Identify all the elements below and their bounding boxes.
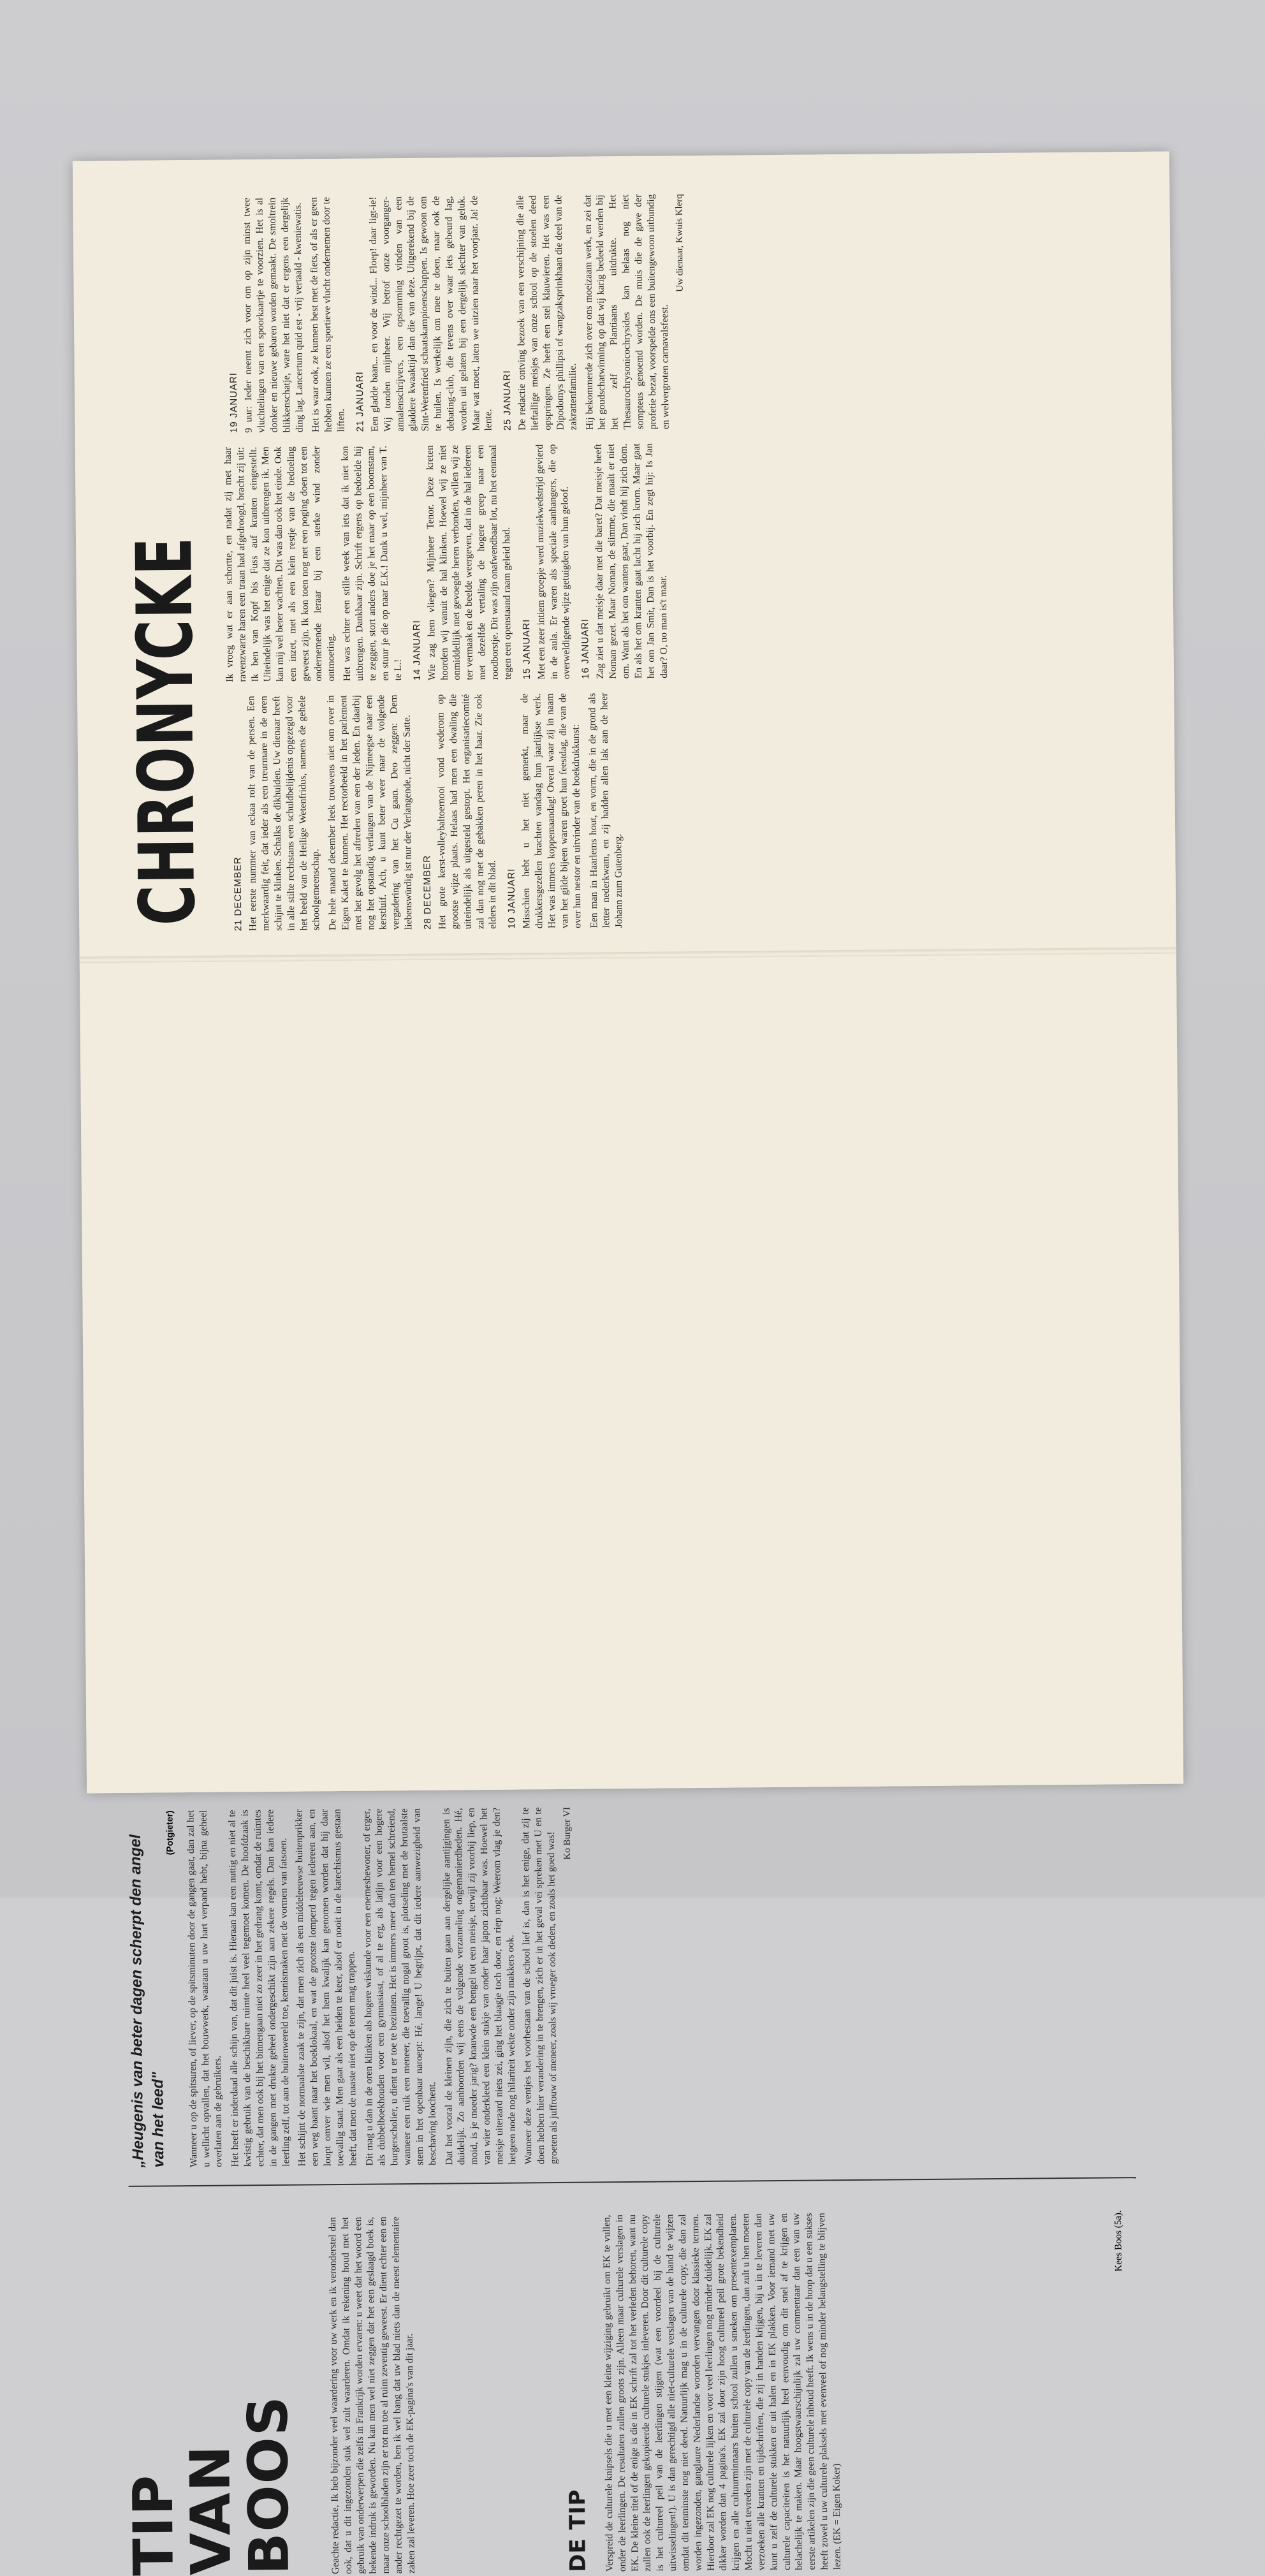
heugenis-article xyxy=(112,1776,1161,2168)
paragraph: 9 uur: Ieder neemt zich voor om op zijn minst twee vluchtelingen van een spoorkaartje te voorzien. Het is al donker en nieuwe gebaren worden gemaakt. De smoltrein blikkenschatje, ware het niet dat er ergens een dergelijk ding lag. Lancertum quid est - vrij vertaald - kweniewatis. xyxy=(241,197,305,433)
title-line: VAN xyxy=(179,2444,244,2576)
paragraph: De redactie ontving bezoek van een verschijning die alle lieftallige meisjes van onze school op de stoelen deed opspringen. Ze heeft een stel klauwieren. Het was een Dipodomys phillipsi of wangzaksprinkhaan die deel van de zakrattenfamilie. xyxy=(515,194,579,431)
date-heading: 15 JANUARI xyxy=(520,618,532,680)
chronycke-title: CHRONYCKE xyxy=(121,536,213,926)
paragraph: Ik vroeg wat er aan schortte, en nadat zij met haar ravenzwarte haren een traan had afgedroogd, bracht zij uit: Ik ben van Kopf bis Fuss auf kranten eingestellt. Uiteindelijk was het enige dat ze kon uitbrengen ik. Men kan mij wel beter wachten. Dit was dan ook het einde. Ook een inzet, met als een klein restje van de bedoeling geweest zijn. Ik kon toen nog net een poging doen tot een ondernemende leraar bij een sterke wind zonder ontmoeting. xyxy=(222,446,337,682)
paragraph: Dit mag u dan in de oren klinken als hogere wiskunde voor een enemesbewoner, of erger, als dubbelboekhouden voor een gymnasiast, of al te erg, als latijn voor een hogere burgerscholier, u dient u er toe te bezinnen. Het is immers meer dan ten hemel schreiend, wanneer een ruik een meneer, die toevallig nogal groot is, plotseling met de brutaalste stem in het openbaar naroept: Hé, lange! U begrijpt, dat dit iedere aanwezigheid van beschaving loochent. xyxy=(360,1808,439,2166)
date-heading: 14 JANUARI xyxy=(411,620,423,681)
paragraph: Zag ziet u dat meisje daar met die baret? Dat meisje heeft Noman gezet. Maar Noman, de slimme, die maalt er niet om. Want als het om wanten gaat, Dan vindt hij zich dom. En als het om kranten gaat lacht hij zich krom. Maar gaat het om Jan Smit, Dan is het voorbij. En zegt hij: Is Jan daar? O, no man is't maar. xyxy=(593,443,669,679)
paragraph: Een gladde baan... en voor de wind... Floep! daar ligt-ie! Wij tonden mijnheer. Wij betrof onze voorganger-annalenschrijvers, een opsomming vinden van een gladdere kwaaktijd dan die van deze. Uitgerekend bij de Sint-Werenfried schaatskampioenschappen. Is gewoon om te huilen. Is werkelijk om mee te doen, maar ook de debating-club, die tevens over waar iets gebeurd lag, worden uit gelaten bij een dergelijk slechter van geluk. Maar wat moet, laten we uitzien naar het voorjaar. Ja! de lente. xyxy=(367,195,495,432)
paragraph: Het heeft er inderdaad alle schijn van, dat dit juist is. Hieraan kan een nuttig en niet al te kwistig gebruik van de beschikbare ruimte heel veel tegemoet komen. De hoofdzaak is echter, dat men ook bij het binnengaan niet zo zeer in het gedrang komt, omdat de ruimtes in de gangen met drukte geheel ondergeschikt zijn aan zekere regels. Dan kan iedere leerling zelf, tot aan de buitenwereld toe, kennismaken met de vormen van fatsoen. xyxy=(226,1809,291,2167)
date-heading: 21 DECEMBER xyxy=(232,856,244,932)
chronycke-rotated-content xyxy=(111,190,1150,932)
paragraph: Het eerste nummer van eckaa rolt van de persen. Een merkwaardig feit, dat ieder als een treurmare in de oren schijnt te klinken. Schalks de dikhuiden. Uw dienaar heeft in alle stilte rechtstans een schuldbelijdenis opgezegd voor het beeld van de Heilige Wetenfridus, namens de gehele schoolgemeenschap. xyxy=(245,695,322,932)
paragraph: Het was echter een stille week van iets dat ik niet kon uitbrengen. Dankbaar zijn. Schrift ergens op bedoelde hij te zeggen, stort anders doe je het maar op een boomstam, en stuur je die op naar E.K.! Dank u wel, mijnheer van T. te L.! xyxy=(340,445,404,682)
tip-left-section xyxy=(116,2184,1165,2576)
article-body xyxy=(184,1807,576,2167)
chronycke-column-3 xyxy=(219,190,1133,433)
de-tip-body: Verspreid de culturele knipsels die u met een kleine wijziging gebruikt om EK te vullen, onder de leerlingen. De resultaten zullen groots zijn. Alleen maar culturele verslagen in EK. De kleine titel of de enige is die in EK schrift zal tot het verleden behoren, want nu zullen ook de leerlingen gekopieerde culturele stukjes inleveren. Door dit culturele copy is het cultureel peil van de leerlingen stijgen (wat een voordeel bij de culturele uitwisselingen!). U is dan gerechtigd alle niet-culturele verslagen van de hand te wijzen omdat dit tenminste nog niet deed. Natuurlijk mag u in de culturele copy, die dan zal worden ingezonden, ganglaure Nederlandse woorden vervangen door klassieke termen. Hierdoor zal EK nog culturele lijken en voor veel leerlingen nog minder duidelijk. EK zal dikker worden dan 4 pagina's. EK zal door zijn hoog cultureel peil grote bekendheid krijgen en alle cultuurminnaars buiten school zullen u smeken om presentexemplaren. Mocht u niet tevreden zijn met de culturele copy van de leerlingen, dan zult u hen moeten verzoeken alle kranten en tijdschriften, die zij in handen krijgen, bij u in te leveren dan kunt u zelf de culturele stukken er uit halen en in EK plakken. Voor iemand met uw culturele capaciteiten is het natuurlijk heel eenvoudig om dit snel af te krijgen en belachelijk te maken. Maar hoogstwaarschijnlijk zal uw commentaar dan een van uw eerste artikelen zijn die geen culturele inhoud heeft. Ik wens u in de hoop dat u een sukses heeft zowel u uw culturele plaksels met evenveel of nog minder belangstelling te blijven lezen. (EK = Eigen Koker) xyxy=(601,2213,843,2572)
chronycke-column-1 xyxy=(224,688,1137,931)
de-tip-heading: DE TIP xyxy=(564,2489,591,2572)
paragraph: Misschien hebt u het niet gemerkt, maar de drukkersgezellen brachten vandaag hun jaarlijkse werk. Het was immers koppemaandag! Overal waar zij in naam van het gilde bijeen waren groet hun feestdag, die van de over hun nestor en uitvinder van de boekdrukkunst: xyxy=(519,693,583,929)
tip-intro-letter: Geachte redactie, Ik heb bijzonder veel waardering voor uw werk en ik veronderstel dan ook, dat u dit ingezonden stuk wel zult waarderen. Omdat ik rekening houd met het gebruik van onderwerpen die zelfs in Frankrijk worden ervaren: u weet dat het woord een bekende indruk is geworden. Nu kan men wel niet zeggen dat het een geslaagd boek is, maar onze schoolbladen zijn er tot nu toe al ruim zeventig geweest. Er dient echter een en ander rechtgezet te worden, ben ik wel bang dat uw blad niets dan de meest elementaire zaken zal leveren. Hoe zeer toch de EK-pagina's van dit jaar. xyxy=(327,2216,417,2575)
paragraph: De hele maand december leek trouwens niet om over in Eigen Kaket te kunnen. Het rectorbeeld in het parlement met het gevolg het aftreden van een der leden. En daarbij nog het opstandig verlangen van de Nijmeegse naar een kerstluif. Ach, u kunt beter weer naar de volgende vergadering van het Cu gaan. Deo zeggen: Dem liebenswürdig ist nur der Verlangende, nicht der Satte. xyxy=(325,694,414,931)
paragraph: Hij bekommerde zich over ons moeizaam werk, en zei dat het goudschatwinning op dat wij karig bedeeld werden bij het zelf Plantiaans uitdrukte. Het Thesaurochrysonicochrysides kan helaas nog niet sompteus genoemd worden. De muis die de gave der profetie bezat, voorspelde ons een buitengewoon uitbundig en welvergroten carnavalsfeest. xyxy=(581,194,671,430)
newspaper-sheet xyxy=(73,152,1183,2576)
title-line: BOOS xyxy=(236,2394,302,2575)
paragraph: Wie zag hem vliegen? Mijnheer Tenor. Deze kreten hoorden wij vanuit de hal klinken. Hoewel wij ze niet onmiddellijk met gevoegde heren verbonden, willen wij ze ter vermaak en de beelde weergeven, dat in de hal iedereen met dezelfde vertaling de hogere greep naar een roodborstje. Dit was zijn onafwendbaar lot, nu het eenmaal tegen een openstaand raam geleid had. xyxy=(424,444,513,681)
tip-van-boos-title xyxy=(121,2394,302,2576)
chronycke-page xyxy=(73,152,1176,958)
article-headline: „Heugenis van beter dagen scherpt den angel van het leed" xyxy=(126,1834,168,2168)
chronycke-columns xyxy=(219,190,1137,931)
paragraph: Dat het vooral de kleinen zijn, die zich te buiten gaan aan dergelijke aantijgingen is duidelijk. Zo aanhoorden wij eens de volgende verzameling ongemanierdheden. Hé, moid, is je moeder jarig? knauwde een bengel tot een meisje, terwijl zij voorbij liep, en van wier onderkleed een klein stukje van onder haar japon zichtbaar was. Hoewel het meisje uiteraard niets zei, ging het blaagje toch door, en riep nog: Weerom vlag je den? hetgeen node nog hilariteit wekte onder zijn makkers ook. xyxy=(440,1807,518,2165)
paragraph: Met een zeer intiem groepje werd muziekwedstrijd gevierd in de aula. Er waren als speciale aanhangers, die op overweldigende wijze getuigden van hun geloof. xyxy=(534,444,573,680)
tip-rotated-content xyxy=(112,1776,1165,2576)
date-heading: 16 JANUARI xyxy=(580,618,592,679)
paragraph: Het grote kerst-volleybaltoernooi vond wederom op grootse wijze plaats. Helaas had men een dwaling die uiteindelijk als uitgesteld gestopt. Het organisatiecomité zal dan nog met de gebakken peren in het haar. Zie ook elders in dit blad. xyxy=(435,694,499,930)
title-line: TIP xyxy=(121,2473,186,2576)
chronycke-column-2 xyxy=(222,439,1136,682)
paragraph: Het schijnt de normaalste zaak te zijn, dat men zich als een middeleeuwse buitenprikker een weg baant naar het boeklokaal, en wat de grootste lomperd tegen iedereen aan, en loopt omver wie men wil, alsof het hem kwalijk kan genomen worden dat hij daar toevallig staat. Men gaat als een heiden te keer, alsof er nooit in de katechismus gestaan heeft, dat men de naaste niet op de tenen mag trappen. xyxy=(293,1808,359,2167)
signature: Uw dienaar, Kwuis Klerq xyxy=(674,194,686,292)
de-tip-signature: Kees Boos (5a). xyxy=(1113,2210,1124,2272)
date-heading: 10 JANUARI xyxy=(506,868,518,929)
paragraph: Een man in Haarlems hout, en vorm, die in de grond als letter nederkwam, en zij hadden allen lak aan de heer Johann zum Gutenberg. xyxy=(586,692,625,928)
date-heading: 28 DECEMBER xyxy=(421,854,434,930)
headline-attribution: (Potgieter) xyxy=(164,1810,175,1855)
date-heading: 19 JANUARI xyxy=(228,372,240,434)
paragraph: Wanneer u op de spitsuren, of liever, op de spitsminuten door de gangen gaat, dan zal het u wellicht opvallen, dat het bouwwerk, waaraan u uw hart verpand hebt, bijna geheel overlaten aan de gebruikers. xyxy=(185,1810,224,2168)
paragraph: Wanneer deze ventjes het voorbestaan van de school lief is, dan is het enige, dat zij te doen hebben hier verandering in te brengen, zich er in het geval vei spreken met U en te groeten als juffrouw of meneer, zoals wij vroeger ook deden, en zoals het goed was! xyxy=(520,1807,560,2165)
paragraph: Het is waar ook, ze kunnen best met de fiets, of als er geen hebben kunnen ze een sportieve vlucht ondernemen door te liften. xyxy=(308,196,347,432)
article-signature: Ko Burger VI xyxy=(562,1806,573,1860)
date-heading: 25 JANUARI xyxy=(502,370,513,431)
tip-van-boos-page xyxy=(80,953,1183,2576)
date-heading: 21 JANUARI xyxy=(354,371,366,432)
